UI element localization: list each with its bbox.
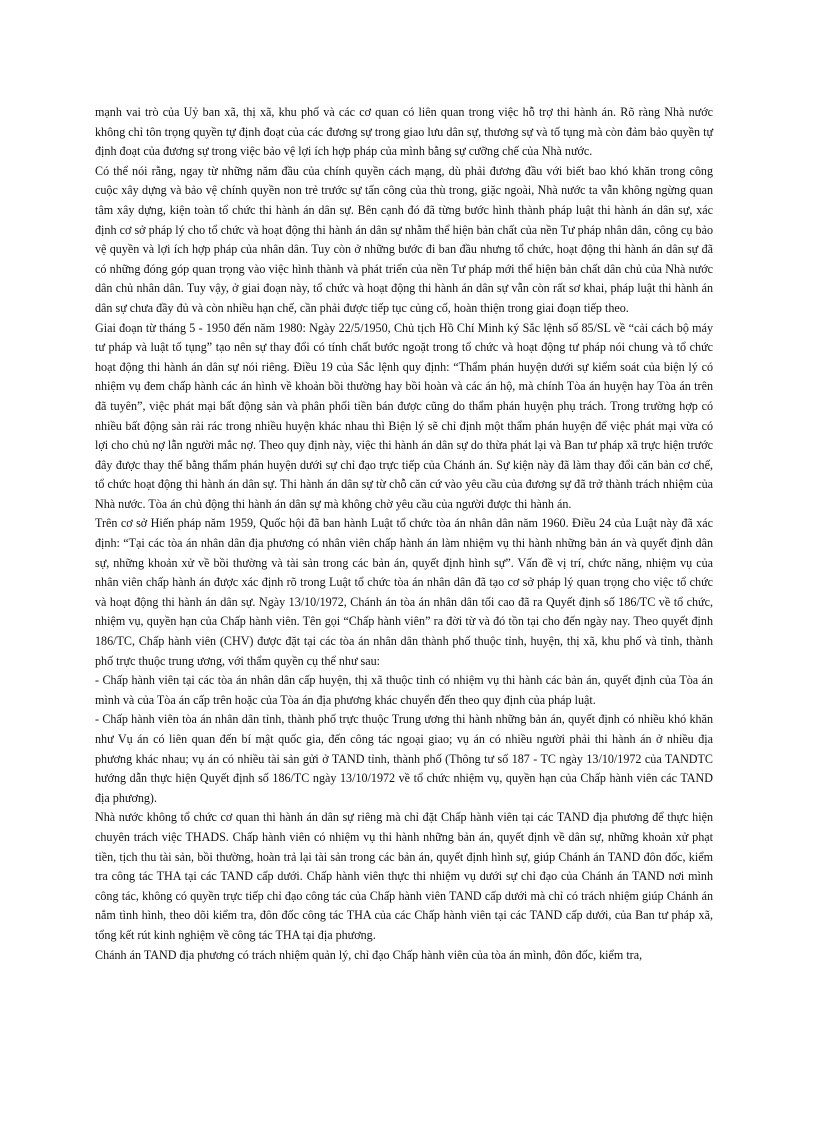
paragraph-5: - Chấp hành viên tại các tòa án nhân dân cấp huyện, thị xã thuộc tỉnh có nhiệm vụ thi hành các bản án, quyết định của Tòa án mình và của Tòa án cấp trên hoặc của Tòa án địa phương khác chuyển đến theo quy định của pháp luật. [95, 673, 713, 707]
paragraph-4: Trên cơ sở Hiến pháp năm 1959, Quốc hội đã ban hành Luật tổ chức tòa án nhân dân năm 1960. Điều 24 của Luật này đã xác định: “Tại các tòa án nhân dân địa phương có nhân viên chấp hành án làm nhiệm vụ thi hành những bản án và quyết định dân sự, những khoản xử về bồi thường và tài sản trong các bản án, quyết định hình sự”. Vấn đề vị trí, chức năng, nhiệm vụ của nhân viên chấp hành án được xác định rõ trong Luật tổ chức tòa án nhân dân đã tạo cơ sở pháp lý quan trọng cho việc tổ chức và hoạt động thi hành án dân sự. Ngày 13/10/1972, Chánh án tòa án nhân dân tối cao đã ra Quyết định số 186/TC về tổ chức, nhiệm vụ, quyền hạn của Chấp hành viên. Tên gọi “Chấp hành viên” ra đời từ và đó tồn tại cho đến ngày nay. Theo quyết định 186/TC, Chấp hành viên (CHV) được đặt tại các tòa án nhân dân thành phố thuộc tỉnh, huyện, thị xã, khu phố và tỉnh, thành phố trực thuộc trung ương, với thẩm quyền cụ thể như sau: [95, 516, 713, 668]
paragraph-2: Có thể nói rằng, ngay từ những năm đầu của chính quyền cách mạng, dù phải đương đầu với biết bao khó khăn trong công cuộc xây dựng và bảo vệ chính quyền non trẻ trước sự tấn công của thù trong, giặc ngoài, Nhà nước ta vẫn không ngừng quan tâm xây dựng, kiện toàn tổ chức thi hành án dân sự. Bên cạnh đó đã từng bước hình thành pháp luật thi hành án dân sự, xác định cơ sở pháp lý cho tổ chức và hoạt động thi hành án dân sự nhằm thể hiện bản chất của nền Tư pháp nhân dân, công cụ bảo vệ quyền và lợi ích hợp pháp của nhân dân. Tuy còn ở những bước đi ban đầu nhưng tổ chức, hoạt động thi hành án dân sự đã có những đóng góp quan trọng vào việc hình thành và phát triển của nền Tư pháp mới thể hiện bản chất dân chủ của Nhà nước dân chủ nhân dân. Tuy vậy, ở giai đoạn này, tổ chức và hoạt động thi hành án dân sự vẫn còn rất sơ khai, pháp luật thi hành án dân sự chưa đầy đủ và còn nhiều hạn chế, cần phải được tiếp tục củng cố, hoàn thiện trong giai đoạn tiếp theo. [95, 163, 713, 315]
paragraph-3: Giai đoạn từ tháng 5 - 1950 đến năm 1980: Ngày 22/5/1950, Chủ tịch Hồ Chí Minh ký Sắc lệnh số 85/SL về “cải cách bộ máy tư pháp và luật tố tụng” tạo nên sự thay đổi có tính chất bước ngoặt trong tổ chức và hoạt động tư pháp nói chung và tổ chức hoạt động thi hành án dân sự nói riêng. Điều 19 của Sắc lệnh quy định: “Thẩm phán huyện dưới sự kiểm soát của biện lý có nhiệm vụ đem chấp hành các án hình về khoản bồi thường hay bồi hoàn và các án hộ, mà chính Tòa án huyện hay Tòa án trên đã tuyên”, việc phát mại bất động sản và phân phối tiền bán được cũng do thẩm phán huyện phụ trách. Trong trường hợp có nhiều bất động sản rải rác trong nhiều huyện khác nhau thì Biện lý sẽ chỉ định một thẩm phán huyện để việc phát mại vừa có lợi cho chủ nợ lẫn người mắc nợ. Theo quy định này, việc thi hành án dân sự do thừa phát lại và Ban tư pháp xã trực hiện trước đây được thay thế bằng thẩm phán huyện dưới sự chỉ đạo trực tiếp của Chánh án. Sự kiện này đã làm thay đổi căn bản cơ chế, tổ chức hoạt động thi hành án dân sự. Thi hành án dân sự từ chỗ căn cứ vào yêu cầu của đương sự đã trở thành trách nhiệm của Nhà nước. Tòa án chủ động thi hành án dân sự mà không chờ yêu cầu của người được thi hành án. [95, 320, 713, 511]
document-body [95, 103, 713, 965]
paragraph-7: Nhà nước không tổ chức cơ quan thi hành án dân sự riêng mà chỉ đặt Chấp hành viên tại các TAND địa phương để thực hiện chuyên trách việc THADS. Chấp hành viên có nhiệm vụ thi hành những bản án, quyết định về dân sự, những khoản xử phạt tiền, tịch thu tài sản, bồi thường, hoàn trả lại tài sản trong các bản án, quyết định hình sự, giúp Chánh án TAND đôn đốc, kiểm tra công tác THA tại các TAND cấp dưới. Chấp hành viên thực thi nhiệm vụ dưới sự chỉ đạo của Chánh án TAND nơi mình công tác, không có quyền trực tiếp chỉ đạo công tác của Chấp hành viên TAND cấp dưới mà chỉ có trách nhiệm giúp Chánh án nắm tình hình, theo dõi kiểm tra, đôn đốc công tác THA của các Chấp hành viên tại các TAND cấp dưới, của Ban tư pháp xã, tổng kết rút kinh nghiệm về công tác THA tại địa phương. [95, 810, 713, 942]
paragraph-6: - Chấp hành viên tòa án nhân dân tỉnh, thành phố trực thuộc Trung ương thi hành những bản án, quyết định có nhiều khó khăn như Vụ án có liên quan đến bí mật quốc gia, đến công tác ngoại giao; vụ án có nhiều người phải thi hành án ở nhiều địa phương khác nhau; vụ án có nhiều tài sản gửi ở TAND tỉnh, thành phố (Thông tư số 187 - TC ngày 13/10/1972 của TANDTC hướng dẫn thực hiện Quyết định số 186/TC ngày 13/10/1972 về tổ chức nhiệm vụ, quyền hạn của Chấp hành viên các TAND địa phương). [95, 712, 713, 805]
paragraph-8: Chánh án TAND địa phương có trách nhiệm quản lý, chỉ đạo Chấp hành viên của tòa án mình, đôn đốc, kiểm tra, [95, 947, 643, 962]
paragraph-1: mạnh vai trò của Uỷ ban xã, thị xã, khu phố và các cơ quan có liên quan trong việc hỗ trợ thi hành án. Rõ ràng Nhà nước không chỉ tôn trọng quyền tự định đoạt của các đương sự trong giao lưu dân sự, thương sự và tố tụng mà còn đảm bảo quyền tự định đoạt của đương sự trong việc bảo vệ lợi ích hợp pháp của mình bằng sự cưỡng chế của Nhà nước. [95, 105, 713, 159]
